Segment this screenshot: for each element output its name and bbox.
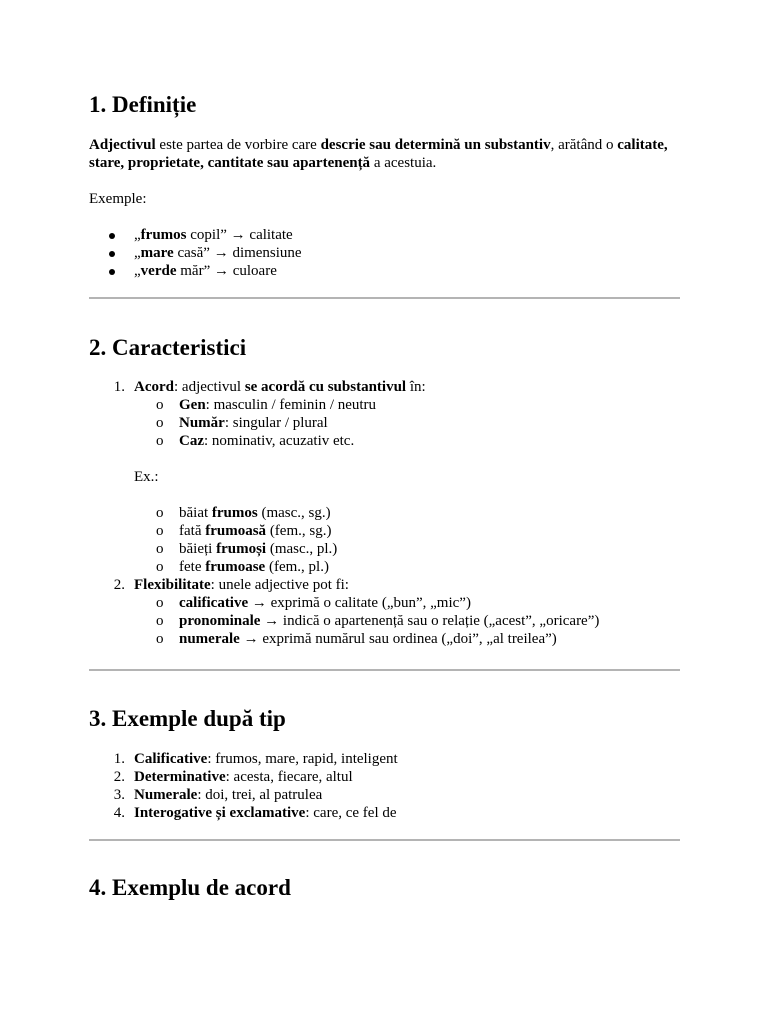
list-item bbox=[89, 768, 680, 786]
sub-list-item bbox=[89, 414, 680, 432]
example-noun: fată bbox=[179, 523, 206, 539]
sub-bullet-icon: o bbox=[156, 433, 164, 449]
characteristics-list bbox=[89, 378, 680, 648]
list-number: 2. bbox=[113, 577, 125, 593]
example-meaning: dimensiune bbox=[232, 245, 302, 261]
example-note: (masc., sg.) bbox=[257, 505, 331, 521]
spacer bbox=[89, 486, 680, 504]
item-text bbox=[134, 576, 349, 594]
item-desc: : adjectivul bbox=[174, 379, 245, 395]
example-note: (masc., pl.) bbox=[266, 541, 338, 557]
list-item bbox=[89, 262, 680, 280]
quote-open: „ bbox=[134, 263, 141, 279]
sub-term: Gen bbox=[179, 397, 206, 413]
list-item bbox=[89, 576, 680, 594]
sub-list-item bbox=[89, 432, 680, 450]
spacer bbox=[89, 450, 680, 468]
horizontal-rule bbox=[89, 669, 680, 671]
list-item bbox=[89, 750, 680, 768]
sub-bullet-icon: o bbox=[156, 595, 164, 611]
sub-list-item bbox=[89, 612, 680, 630]
arrow-icon: → bbox=[243, 631, 259, 647]
item-desc: : acesta, fiecare, altul bbox=[225, 769, 353, 785]
quote-open: „ bbox=[134, 227, 141, 243]
example-label-row bbox=[89, 468, 680, 486]
list-item bbox=[89, 786, 680, 804]
item-term: Interogative și exclamative bbox=[134, 805, 306, 821]
example-meaning: calitate bbox=[249, 227, 293, 243]
sub-bullet-icon: o bbox=[156, 631, 164, 647]
definition-text: , arătând o bbox=[550, 137, 618, 153]
sub-desc: indică o apartenență sau o relație („acest”, „oricare”) bbox=[282, 613, 600, 629]
sub-bullet-icon: o bbox=[156, 541, 164, 557]
item-term: Calificative bbox=[134, 751, 208, 767]
sub-item-text bbox=[179, 432, 354, 450]
sub-list-item bbox=[89, 630, 680, 648]
sub-desc: exprimă o calitate („bun”, „mic”) bbox=[270, 595, 471, 611]
sub-term: pronominale bbox=[179, 613, 261, 629]
example-rest: copil” bbox=[186, 227, 227, 243]
sub-bullet-icon: o bbox=[156, 505, 164, 521]
sub-bullet-icon: o bbox=[156, 523, 164, 539]
example-word: frumos bbox=[140, 227, 187, 243]
item-desc: : doi, trei, al patrulea bbox=[197, 787, 323, 803]
definition-bold: calitate, stare, proprietate, cantitate sau apartenență bbox=[89, 137, 668, 171]
sub-bullet-icon: o bbox=[156, 415, 164, 431]
list-item bbox=[89, 244, 680, 262]
sub-item-text bbox=[179, 504, 331, 522]
sub-item-text bbox=[179, 396, 376, 414]
sub-desc: : singular / plural bbox=[224, 415, 328, 431]
arrow-icon: → bbox=[264, 613, 280, 629]
sub-bullet-icon: o bbox=[156, 397, 164, 413]
example-rest: casă” bbox=[173, 245, 210, 261]
item-desc: în: bbox=[406, 379, 426, 395]
definition-text: a acestuia. bbox=[370, 155, 437, 171]
list-item bbox=[89, 226, 680, 244]
example-adjective: frumoase bbox=[205, 559, 266, 575]
sub-desc: : nominativ, acuzativ etc. bbox=[204, 433, 355, 449]
list-number: 4. bbox=[113, 805, 125, 821]
example-noun: fete bbox=[179, 559, 206, 575]
sub-desc: exprimă numărul sau ordinea („doi”, „al treilea”) bbox=[262, 631, 557, 647]
example-noun: băiat bbox=[179, 505, 212, 521]
horizontal-rule bbox=[89, 297, 680, 299]
example-word: verde bbox=[140, 263, 177, 279]
arrow-icon: → bbox=[251, 595, 267, 611]
arrow-icon: → bbox=[230, 227, 246, 243]
sub-list-item bbox=[89, 558, 680, 576]
types-list bbox=[89, 750, 680, 822]
item-desc: : frumos, mare, rapid, inteligent bbox=[207, 751, 398, 767]
examples-list bbox=[89, 226, 680, 280]
examples-label: Exemple: bbox=[89, 191, 147, 207]
sub-item-text bbox=[179, 612, 599, 630]
item-term: Numerale bbox=[134, 787, 198, 803]
example-adjective: frumoși bbox=[216, 541, 267, 557]
item-term: Acord bbox=[134, 379, 174, 395]
sub-list-item bbox=[89, 594, 680, 612]
sub-term: numerale bbox=[179, 631, 240, 647]
item-text bbox=[134, 804, 397, 822]
item-text bbox=[134, 378, 426, 396]
list-number: 1. bbox=[113, 379, 125, 395]
quote-open: „ bbox=[134, 245, 141, 261]
item-desc: : unele adjective pot fi: bbox=[210, 577, 349, 593]
section-heading-exemplu-acord: 4. Exemplu de acord bbox=[89, 875, 291, 900]
sub-item-text bbox=[179, 630, 557, 648]
definition-bold: descrie sau determină un substantiv bbox=[320, 137, 551, 153]
item-text bbox=[134, 786, 322, 804]
sub-list-item bbox=[89, 504, 680, 522]
list-number: 3. bbox=[113, 787, 125, 803]
example-label: Ex.: bbox=[134, 469, 159, 485]
sub-term: Număr bbox=[179, 415, 225, 431]
sub-item-text bbox=[179, 540, 337, 558]
section-heading-caracteristici: 2. Caracteristici bbox=[89, 335, 247, 360]
example-rest: măr” bbox=[176, 263, 211, 279]
example-text bbox=[134, 244, 302, 262]
bullet-icon bbox=[109, 251, 115, 257]
example-meaning: culoare bbox=[232, 263, 277, 279]
sub-term: Caz bbox=[179, 433, 204, 449]
example-note: (fem., pl.) bbox=[265, 559, 329, 575]
example-adjective: frumos bbox=[211, 505, 258, 521]
sub-bullet-icon: o bbox=[156, 559, 164, 575]
item-text bbox=[134, 750, 398, 768]
definition-term: Adjectivul bbox=[89, 137, 156, 153]
list-item bbox=[89, 378, 680, 396]
sub-list-item bbox=[89, 522, 680, 540]
example-noun: băieți bbox=[179, 541, 217, 557]
item-bold: se acordă cu substantivul bbox=[244, 379, 407, 395]
list-number: 1. bbox=[113, 751, 125, 767]
arrow-icon: → bbox=[213, 263, 229, 279]
sub-item-text bbox=[179, 414, 328, 432]
list-number: 2. bbox=[113, 769, 125, 785]
bullet-icon bbox=[109, 269, 115, 275]
example-adjective: frumoasă bbox=[205, 523, 267, 539]
item-term: Flexibilitate bbox=[134, 577, 211, 593]
sub-desc: : masculin / feminin / neutru bbox=[205, 397, 377, 413]
example-word: mare bbox=[140, 245, 174, 261]
sub-bullet-icon: o bbox=[156, 613, 164, 629]
sub-list-item bbox=[89, 540, 680, 558]
section-heading-exemple: 3. Exemple după tip bbox=[89, 706, 286, 731]
list-item bbox=[89, 804, 680, 822]
arrow-icon: → bbox=[213, 245, 229, 261]
sub-item-text bbox=[179, 558, 329, 576]
item-text bbox=[134, 768, 353, 786]
example-text bbox=[134, 262, 277, 280]
item-term: Determinative bbox=[134, 769, 226, 785]
definition-text: este partea de vorbire care bbox=[155, 137, 321, 153]
definition-paragraph bbox=[89, 136, 680, 172]
bullet-icon bbox=[109, 233, 115, 239]
sub-term: calificative bbox=[179, 595, 249, 611]
sub-item-text bbox=[179, 594, 471, 612]
horizontal-rule bbox=[89, 839, 680, 841]
section-heading-definitie: 1. Definiție bbox=[89, 92, 197, 117]
sub-list-item bbox=[89, 396, 680, 414]
example-text bbox=[134, 226, 293, 244]
item-desc: : care, ce fel de bbox=[305, 805, 397, 821]
sub-item-text bbox=[179, 522, 331, 540]
example-note: (fem., sg.) bbox=[266, 523, 332, 539]
